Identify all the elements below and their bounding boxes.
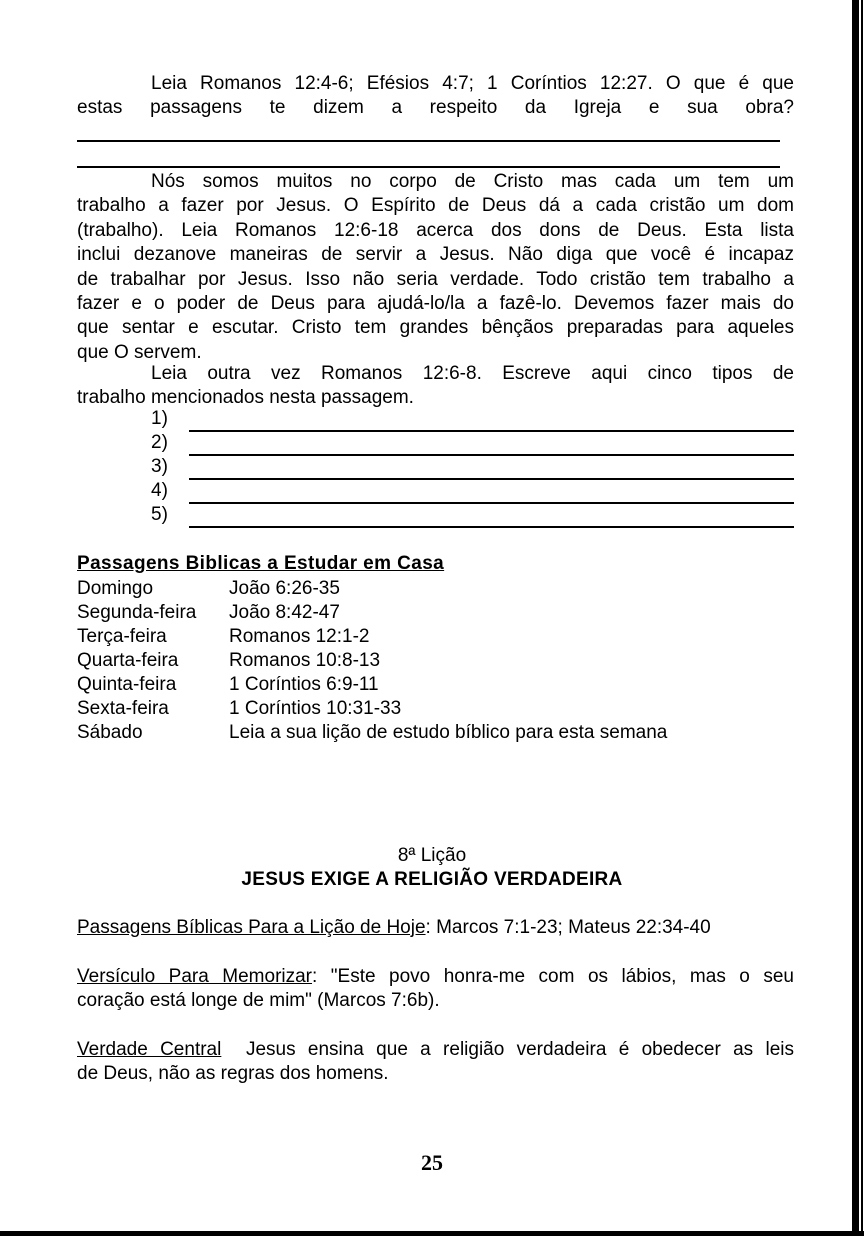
passages-label: Passagens Bíblicas Para a Lição de Hoje: [77, 917, 426, 938]
home-study-day: Domingo: [77, 578, 154, 599]
answer-row-5[interactable]: [151, 504, 794, 528]
body-paragraph: [77, 170, 794, 365]
answer-rule-2[interactable]: [77, 166, 780, 168]
body-line: Nós somos muitos no corpo de Cristo mas cada um tem um: [151, 171, 794, 192]
scan-edge-right: [852, 0, 859, 1236]
home-study-reference: 1 Coríntios 6:9-11: [229, 674, 379, 695]
memory-verse-line-1: : "Este povo honra-me com os lábios, mas o seu: [312, 966, 795, 987]
body-line: fazer e o poder de Deus para ajudá-lo/la a fazê-lo. Devemos fazer mais do: [77, 293, 794, 315]
home-study-reference: Romanos 12:1-2: [229, 626, 370, 647]
answer-number: 1): [151, 408, 168, 429]
home-study-day: Quarta-feira: [77, 650, 179, 671]
scan-edge-bottom: [0, 1231, 864, 1236]
answer-number: 2): [151, 432, 168, 453]
intro-question-line-2: estas passagens te dizem a respeito da Igreja e sua obra?: [77, 97, 794, 119]
lesson-number: 8ª Lição: [397, 845, 467, 866]
body-line: de trabalhar por Jesus. Isso não seria verdade. Todo cristão tem trabalho a: [77, 268, 794, 290]
answer-line[interactable]: [189, 526, 794, 528]
memory-verse: [77, 965, 794, 1014]
scan-edge-right-thin: [861, 0, 863, 1236]
home-study-day: Segunda-feira: [77, 602, 197, 623]
passages-value: : Marcos 7:1-23; Mateus 22:34-40: [425, 917, 711, 938]
answer-number: 5): [151, 504, 168, 525]
body-line: que sentar e escutar. Cristo tem grandes bênçãos preparadas para aqueles: [77, 317, 794, 339]
body-line: (trabalho). Leia Romanos 12:6-18 acerca dos dons de Deus. Esta lista: [77, 219, 794, 241]
memory-verse-label: Versículo Para Memorizar: [77, 966, 313, 987]
central-truth-line-1: Jesus ensina que a religião verdadeira é obedecer as leis: [221, 1039, 794, 1060]
home-study-reference: João 6:26-35: [229, 578, 340, 599]
answer-rule-1[interactable]: [77, 140, 780, 142]
exercise-line-2: trabalho mencionados nesta passagem.: [77, 387, 414, 409]
home-study-reference: Romanos 10:8-13: [229, 650, 381, 671]
intro-question: [77, 72, 794, 121]
home-study-day: Sábado: [77, 722, 143, 743]
home-study-day: Terça-feira: [77, 626, 167, 647]
central-truth-label: Verdade Central: [77, 1039, 222, 1060]
intro-question-line-1: Leia Romanos 12:4-6; Efésios 4:7; 1 Coríntios 12:27. O que é que: [151, 73, 794, 94]
answer-row-3[interactable]: [151, 456, 794, 480]
answer-number: 3): [151, 456, 168, 477]
exercise-line-1: Leia outra vez Romanos 12:6-8. Escreve aqui cinco tipos de: [151, 363, 794, 384]
page-number: 25: [421, 1150, 443, 1175]
answer-row-1[interactable]: [151, 408, 794, 432]
answer-row-2[interactable]: [151, 432, 794, 456]
answer-number: 4): [151, 480, 168, 501]
home-study-reference: Leia a sua lição de estudo bíblico para esta semana: [229, 722, 668, 743]
body-line: trabalho a fazer por Jesus. O Espírito de Deus dá a cada cristão um dom: [77, 195, 794, 217]
home-study-day: Quinta-feira: [77, 674, 177, 695]
central-truth: [77, 1038, 794, 1087]
lesson-passages: [77, 916, 794, 940]
memory-verse-line-2: coração está longe de mim" (Marcos 7:6b).: [77, 990, 440, 1012]
exercise-instructions: [77, 362, 794, 411]
answer-row-4[interactable]: [151, 480, 794, 504]
lesson-title: JESUS EXIGE A RELIGIÃO VERDADEIRA: [241, 869, 623, 890]
home-study-title: Passagens Biblicas a Estudar em Casa: [77, 553, 445, 574]
central-truth-line-2: de Deus, não as regras dos homens.: [77, 1063, 389, 1085]
body-line: inclui dezanove maneiras de servir a Jesus. Não diga que você é incapaz: [77, 244, 794, 266]
body-line: que O servem.: [77, 341, 202, 363]
home-study-day: Sexta-feira: [77, 698, 169, 719]
home-study-reference: 1 Coríntios 10:31-33: [229, 698, 402, 719]
home-study-reference: João 8:42-47: [229, 602, 340, 623]
